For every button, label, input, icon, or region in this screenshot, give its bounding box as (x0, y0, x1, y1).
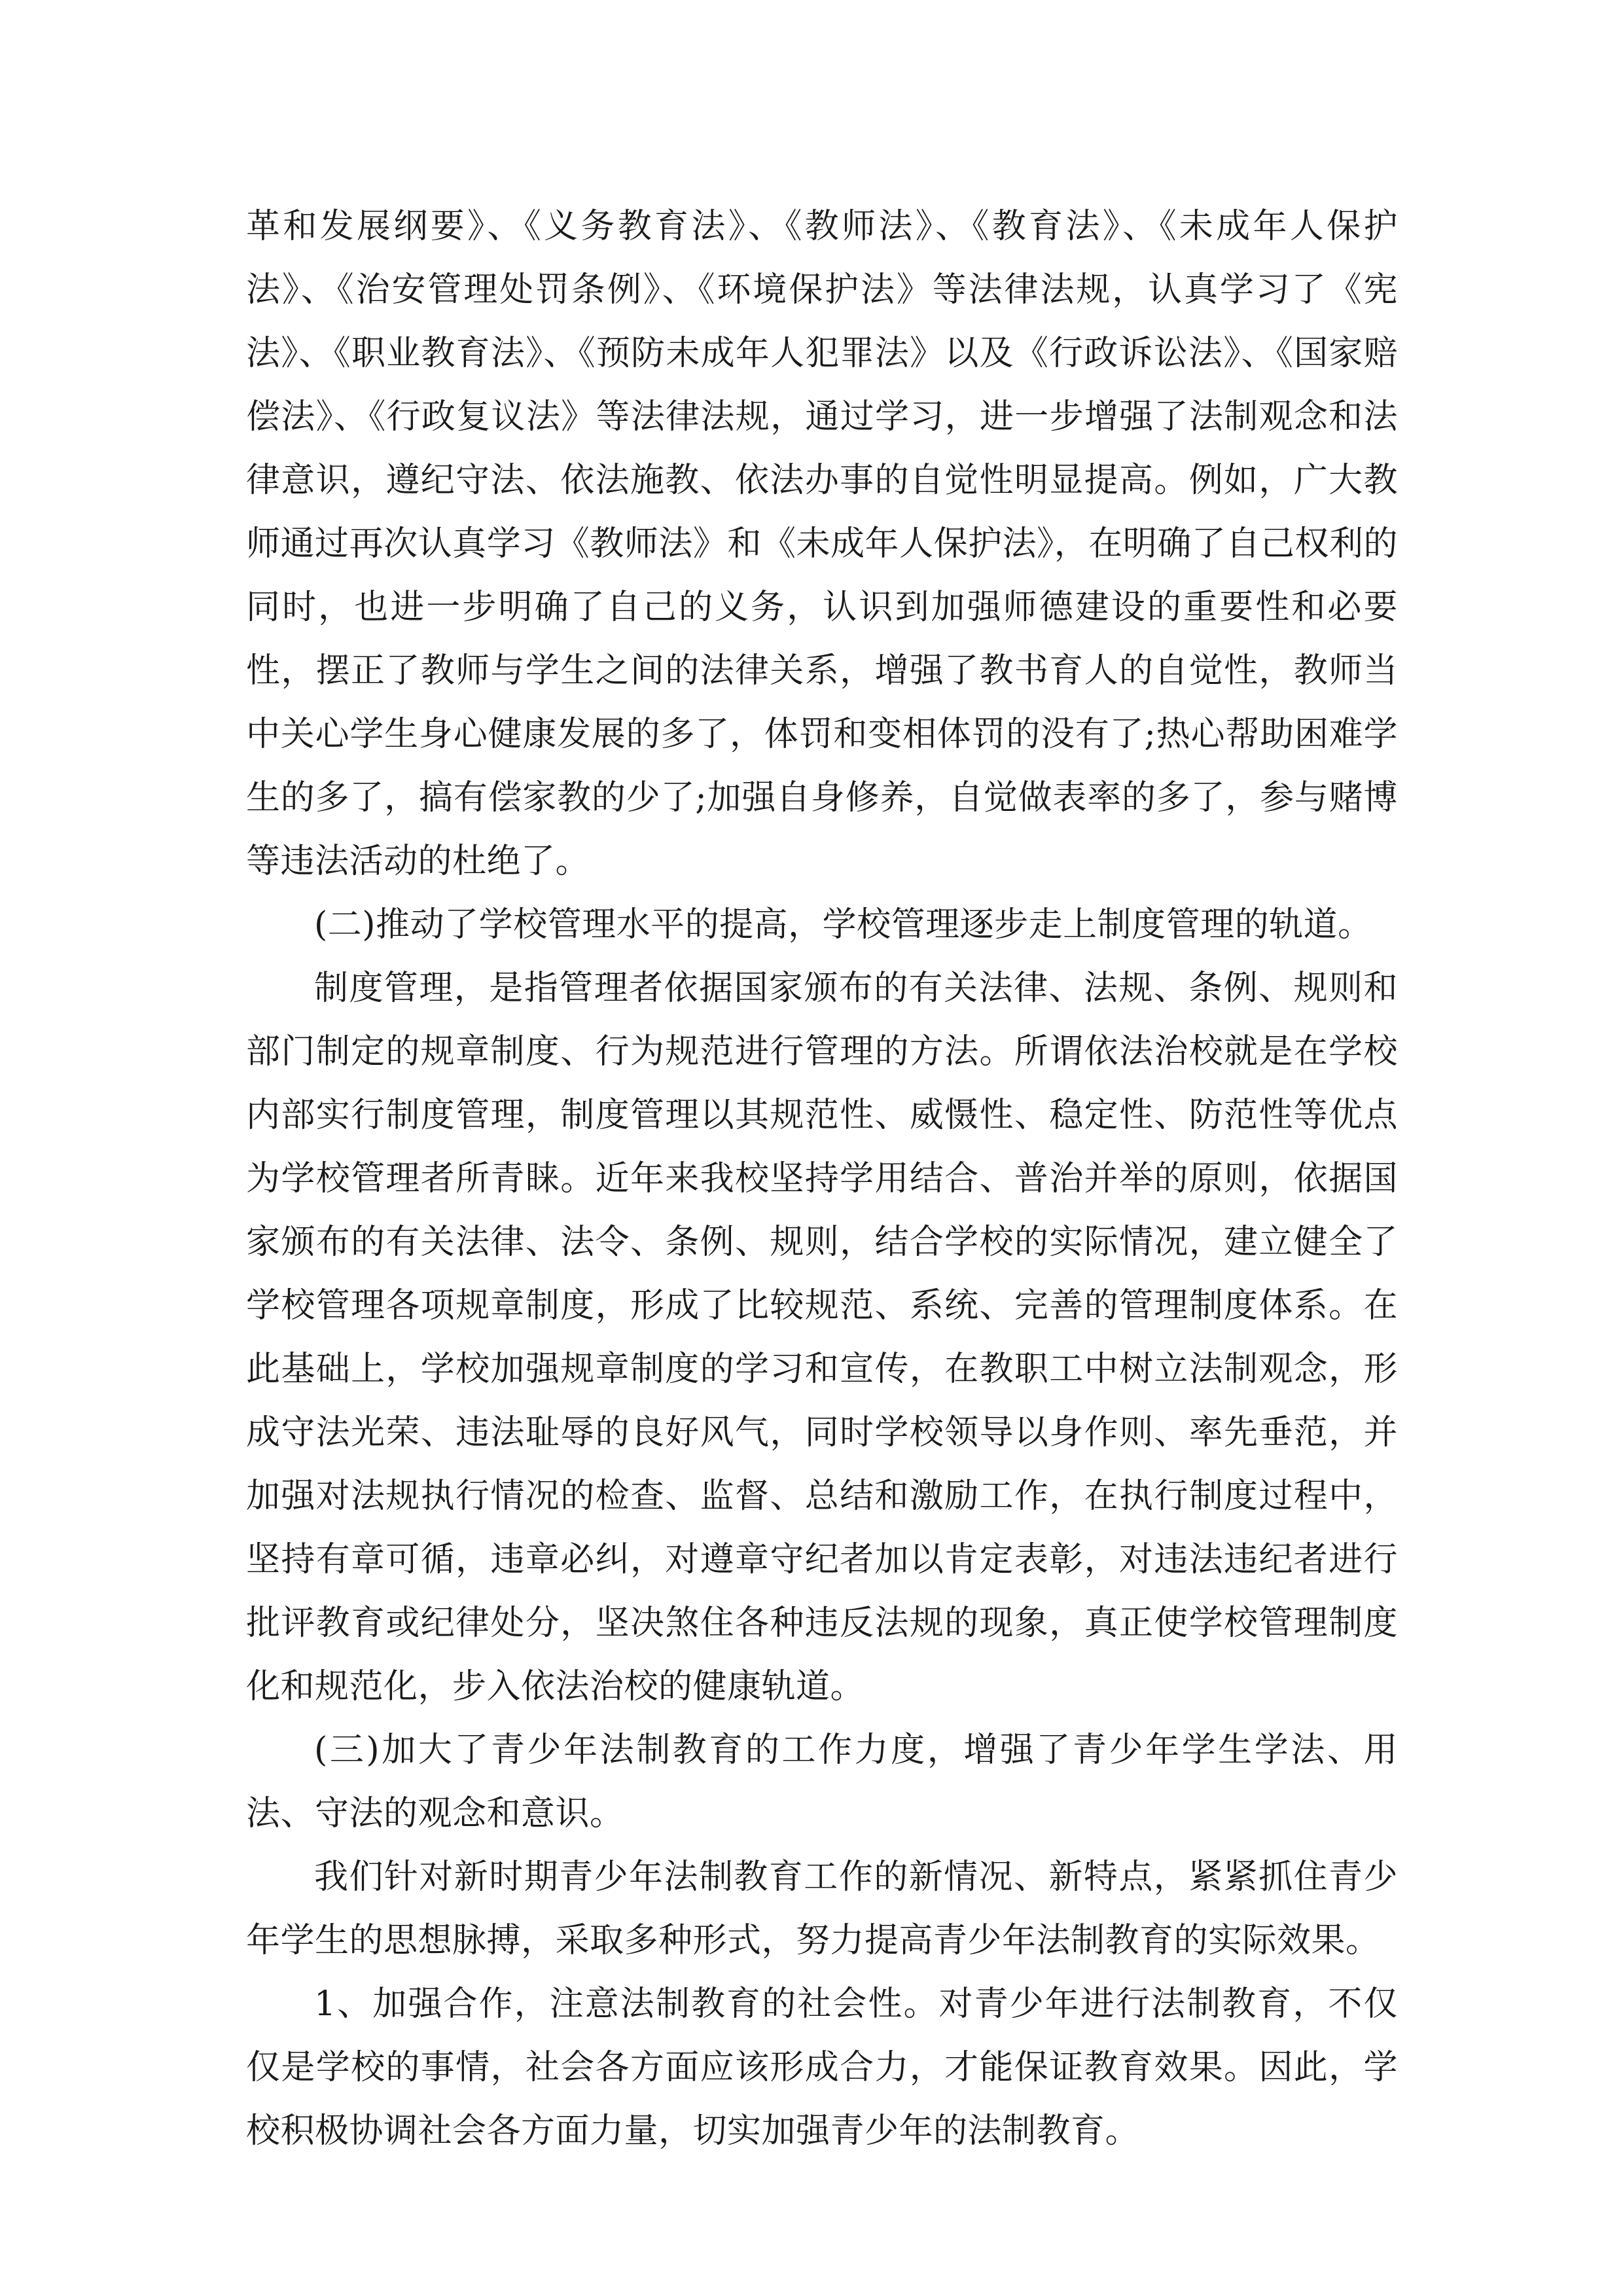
paragraph-youth-education: 我们针对新时期青少年法制教育工作的新情况、新特点，紧紧抓住青少年学生的思想脉搏，采取多种形式，努力提高青少年法制教育的实际效果。 (246, 1857, 1398, 1960)
section-heading-3: (三)加大了青少年法制教育的工作力度，增强了青少年学生学法、用法、守法的观念和意识。 (246, 1731, 1398, 1833)
paragraph-item-1: 1、加强合作，注意法制教育的社会性。对青少年进行法制教育，不仅仅是学校的事情，社会各方面应该形成合力，才能保证教育效果。因此，学校积极协调社会各方面力量，切实加强青少年的法制教育。 (246, 1984, 1398, 2151)
section-heading-2: (二)推动了学校管理水平的提高，学校管理逐步走上制度管理的轨道。 (314, 905, 1372, 944)
document-body (246, 195, 1398, 2163)
paragraph-continuation: 革和发展纲要》、《义务教育法》、《教师法》、《教育法》、《未成年人保护法》、《治安管理处罚条例》、《环境保护法》等法律法规，认真学习了《宪法》、《职业教育法》、《预防未成年人犯罪法》以及《行政诉讼法》、《国家赔偿法》、《行政复议法》等法律法规，通过学习，进一步增强了法制观念和法律意识，遵纪守法、依法施教、依法办事的自觉性明显提高。例如，广大教师通过再次认真学习《教师法》和《未成年人保护法》，在明确了自己权利的同时，也进一步明确了自己的义务，认识到加强师德建设的重要性和必要性，摆正了教师与学生之间的法律关系，增强了教书育人的自觉性，教师当中关心学生身心健康发展的多了，体罚和变相体罚的没有了;热心帮助困难学生的多了，搞有偿家教的少了;加强自身修养，自觉做表率的多了，参与赌博等违法活动的杜绝了。 (246, 207, 1398, 881)
paragraph-institutional-management: 制度管理，是指管理者依据国家颁布的有关法律、法规、条例、规则和部门制定的规章制度、行为规范进行管理的方法。所谓依法治校就是在学校内部实行制度管理，制度管理以其规范性、威慑性、稳定性、防范性等优点为学校管理者所青睐。近年来我校坚持学用结合、普治并举的原则，依据国家颁布的有关法律、法令、条例、规则，结合学校的实际情况，建立健全了学校管理各项规章制度，形成了比较规范、系统、完善的管理制度体系。在此基础上，学校加强规章制度的学习和宣传，在教职工中树立法制观念，形成守法光荣、违法耻辱的良好风气，同时学校领导以身作则、率先垂范，并加强对法规执行情况的检查、监督、总结和激励工作，在执行制度过程中，坚持有章可循，违章必纠，对遵章守纪者加以肯定表彰，对违法违纪者进行批评教育或纪律处分，坚决煞住各种违反法规的现象，真正使学校管理制度化和规范化，步入依法治校的健康轨道。 (246, 969, 1398, 1706)
